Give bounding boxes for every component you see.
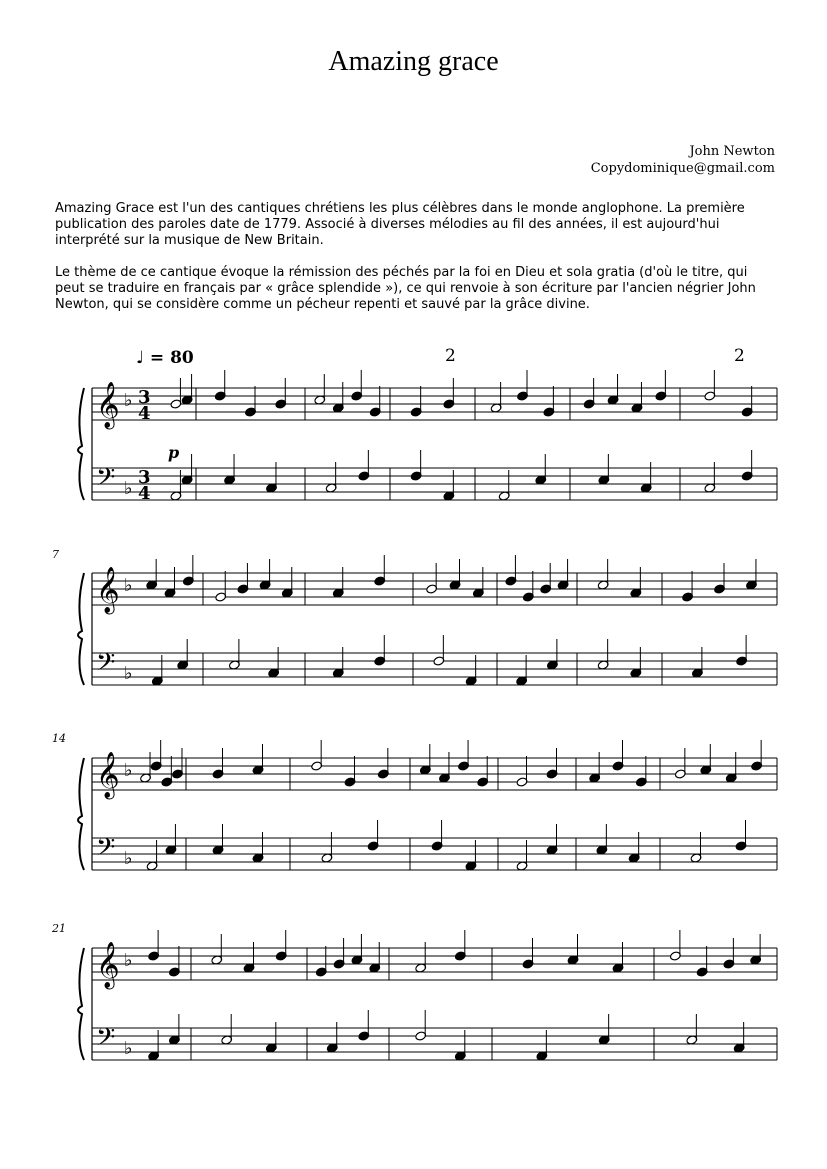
key-flat-icon: ♭ xyxy=(124,390,133,411)
staff-systems xyxy=(78,370,777,1061)
measure-number: 21 xyxy=(52,922,66,935)
time-signature-bottom: 4 xyxy=(138,403,151,424)
time-signature-top: 3 xyxy=(138,387,151,408)
dynamic-marking: p xyxy=(168,443,180,462)
tempo-marking: ♩ = 80 xyxy=(136,348,194,368)
treble-clef-icon: 𝄞 xyxy=(96,567,120,613)
intro-paragraph-2: Le thème de ce cantique évoque la rémission des péchés par la foi en Dieu et sola gratia (d'où le titre, qui peut se traduire en français par « grâce splendide »), ce qui renvoie à son écriture par l'ancien négrier John Newton, qui se considère comme un pécheur repenti et sauvé par la grâce divine. xyxy=(55,265,756,312)
key-flat-icon: ♭ xyxy=(124,663,133,684)
treble-clef-icon: 𝄞 xyxy=(96,382,120,428)
time-signature-bottom: 4 xyxy=(138,483,151,504)
treble-clef-icon: 𝄞 xyxy=(96,752,120,798)
system-brace xyxy=(78,948,84,1060)
piece-title: Amazing grace xyxy=(328,46,499,77)
intro-paragraph-1: Amazing Grace est l'un des cantiques chrétiens les plus célèbres dans le monde anglophone. La première publication des paroles date de 1779. Associé à diverses mélodies au fil des années, il est aujourd'hui interprété sur la musique de New Britain. xyxy=(55,201,745,248)
key-flat-icon: ♭ xyxy=(124,575,133,596)
key-flat-icon: ♭ xyxy=(124,1038,133,1059)
bass-clef-icon: 𝄢 xyxy=(96,833,116,868)
system-brace xyxy=(78,573,84,685)
system-brace xyxy=(78,758,84,870)
fingering-mark: 2 xyxy=(445,346,456,366)
bass-clef-icon: 𝄢 xyxy=(96,1023,116,1058)
bass-clef-icon: 𝄢 xyxy=(96,648,116,683)
system-brace xyxy=(78,388,84,500)
fingering-mark: 2 xyxy=(734,346,745,366)
composer-email: Copydominique@gmail.com xyxy=(590,161,775,176)
bass-clef-icon: 𝄢 xyxy=(96,463,116,498)
key-flat-icon: ♭ xyxy=(124,848,133,869)
key-flat-icon: ♭ xyxy=(124,478,133,499)
composer-name: John Newton xyxy=(689,144,775,159)
treble-clef-icon: 𝄞 xyxy=(96,942,120,988)
measure-number: 14 xyxy=(52,732,66,745)
key-flat-icon: ♭ xyxy=(124,760,133,781)
key-flat-icon: ♭ xyxy=(124,950,133,971)
measure-number: 7 xyxy=(52,548,59,561)
time-signature-top: 3 xyxy=(138,467,151,488)
